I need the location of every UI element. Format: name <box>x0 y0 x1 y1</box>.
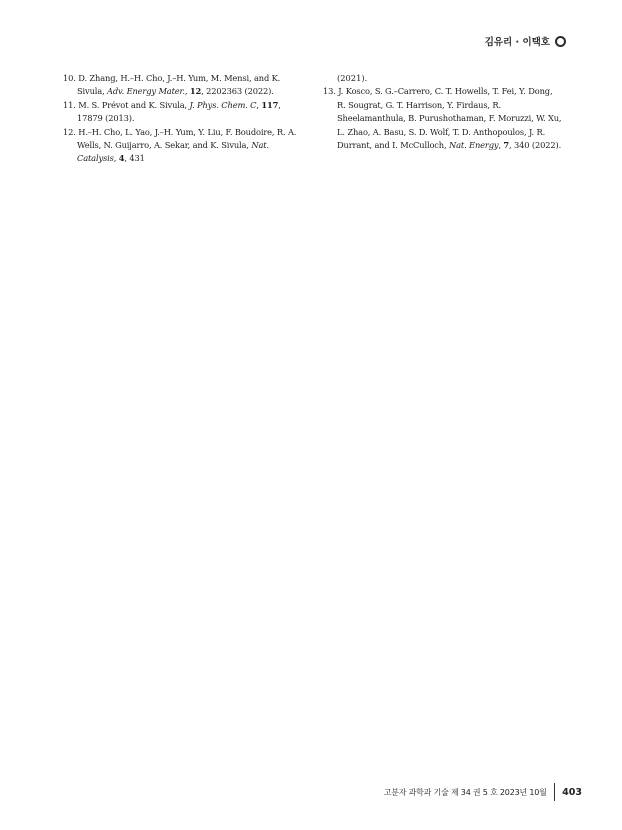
references <box>63 72 563 166</box>
reference-11: 11. M. S. Prévot and K. Sivula, J. Phys. Chem. C, 117, 17879 (2013). <box>63 99 281 124</box>
running-header <box>485 34 566 48</box>
page-footer <box>384 783 582 801</box>
header-authors: 김유리 · 이택호 <box>484 37 550 48</box>
reference-13: 13. J. Kosco, S. G.–Carrero, C. T. Howells, T. Fei, Y. Dong, R. Sougrat, G. T. Harrison, Y. Firdaus, R. Sheelamanthula, B. Purushothaman, F. Moruzzi, W. Xu, L. Zhao, A. Basu, S. D. Wolf, T. D. Anthopoulos, J. R. Durrant, and I. McCulloch, Nat. Energy, 7, 340 (2022). <box>323 86 562 151</box>
footer-divider <box>554 783 556 801</box>
footer-journal: 고분자 과학과 기술 제 34 권 5 호 2023년 10월 <box>383 787 547 797</box>
references-right-column <box>323 72 563 166</box>
reference-10: 10. D. Zhang, H.–H. Cho, J.–H. Yum, M. Mensi, and K. Sivula, Adv. Energy Mater., 12, 2202363 (2022). <box>63 73 281 97</box>
ring-icon <box>555 36 566 47</box>
reference-12: 12. H.–H. Cho, L. Yao, J.–H. Yum, Y. Liu, F. Boudoire, R. A. Wells, N. Guijarro, A. Sekar, and K. Sivula, Nat. Catalysis, 4, 431 <box>63 126 297 164</box>
reference-12-continuation: (2021). <box>337 73 368 83</box>
page-number: 403 <box>562 786 582 798</box>
references-left-column <box>63 72 303 166</box>
